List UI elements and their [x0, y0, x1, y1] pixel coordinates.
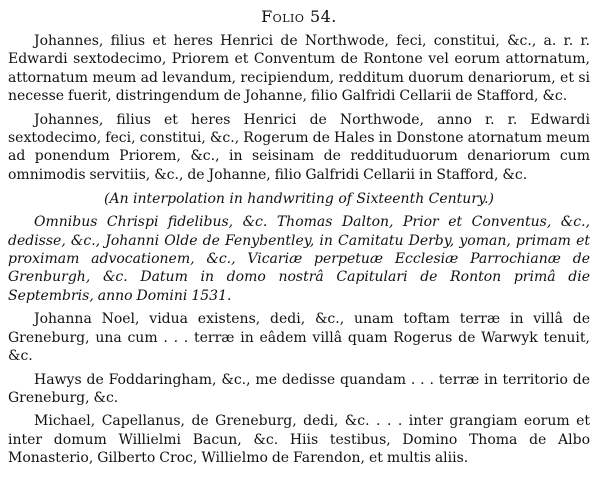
paragraph-johanna-noel: Johanna Noel, vidua existens, dedi, &c., unam toftam terræ in villâ de Greneburg, una cum . . . terræ in eâdem villâ quam Rogerus de Warwyk tenuit, &c.: [8, 311, 590, 365]
interpolation-heading: (An interpolation in handwriting of Sixteenth Century.): [104, 191, 494, 208]
paragraph-hawys: Hawys de Foddaringham, &c., me dedisse quandam . . . terræ in territorio de Greneburg, &c.: [8, 371, 590, 406]
paragraph-seisin-grant: Johannes, filius et heres Henrici de Northwode, anno r. r. Edwardi sextodecimo, feci, constitui, &c., Rogerum de Hales in Donstone atornatum meum ad ponendum Priorem, &c., in seisinam de reddituduorum denariorum cum omnimodis servitiis, &c., de Johanne, filio Galfridi Cellarii in Stafford, &c.: [8, 111, 590, 183]
folio-title: Folio 54.: [261, 7, 337, 26]
paragraph-michael: Michael, Capellanus, de Greneburg, dedi, &c. . . . inter grangiam eorum et inter domum Willielmi Bacun, &c. Hiis testibus, Domino Thoma de Albo Monasterio, Gilberto Croc, Willielmo de Farendon, et multis aliis.: [8, 413, 590, 467]
paragraph-attorney-grant: Johannes, filius et heres Henrici de Northwode, feci, constitui, &c., a. r. r. Edwardi sextodecimo, Priorem et Conventum de Rontone vel eorum attornatum, attornatum meum ad levandum, recipiendum, redditum duorum denariorum, et si necesse fuerit, distringendum de Johanne, filio Galfridi Cellarii de Stafford, &c.: [8, 33, 590, 105]
interpolation-text: Omnibus Chrispi fidelibus, &c. Thomas Dalton, Prior et Conventus, &c., dedisse, &c., Johanni Olde de Fenybentley, in Camitatu Derby, yoman, primam et proximam advocationem, &c., Vicariæ perpetuæ Ecclesiæ Parrochianæ de Grenburgh, &c. Datum in domo nostrâ Capitulari de Ronton primâ die Septembris, anno Domini 1531.: [8, 214, 590, 304]
